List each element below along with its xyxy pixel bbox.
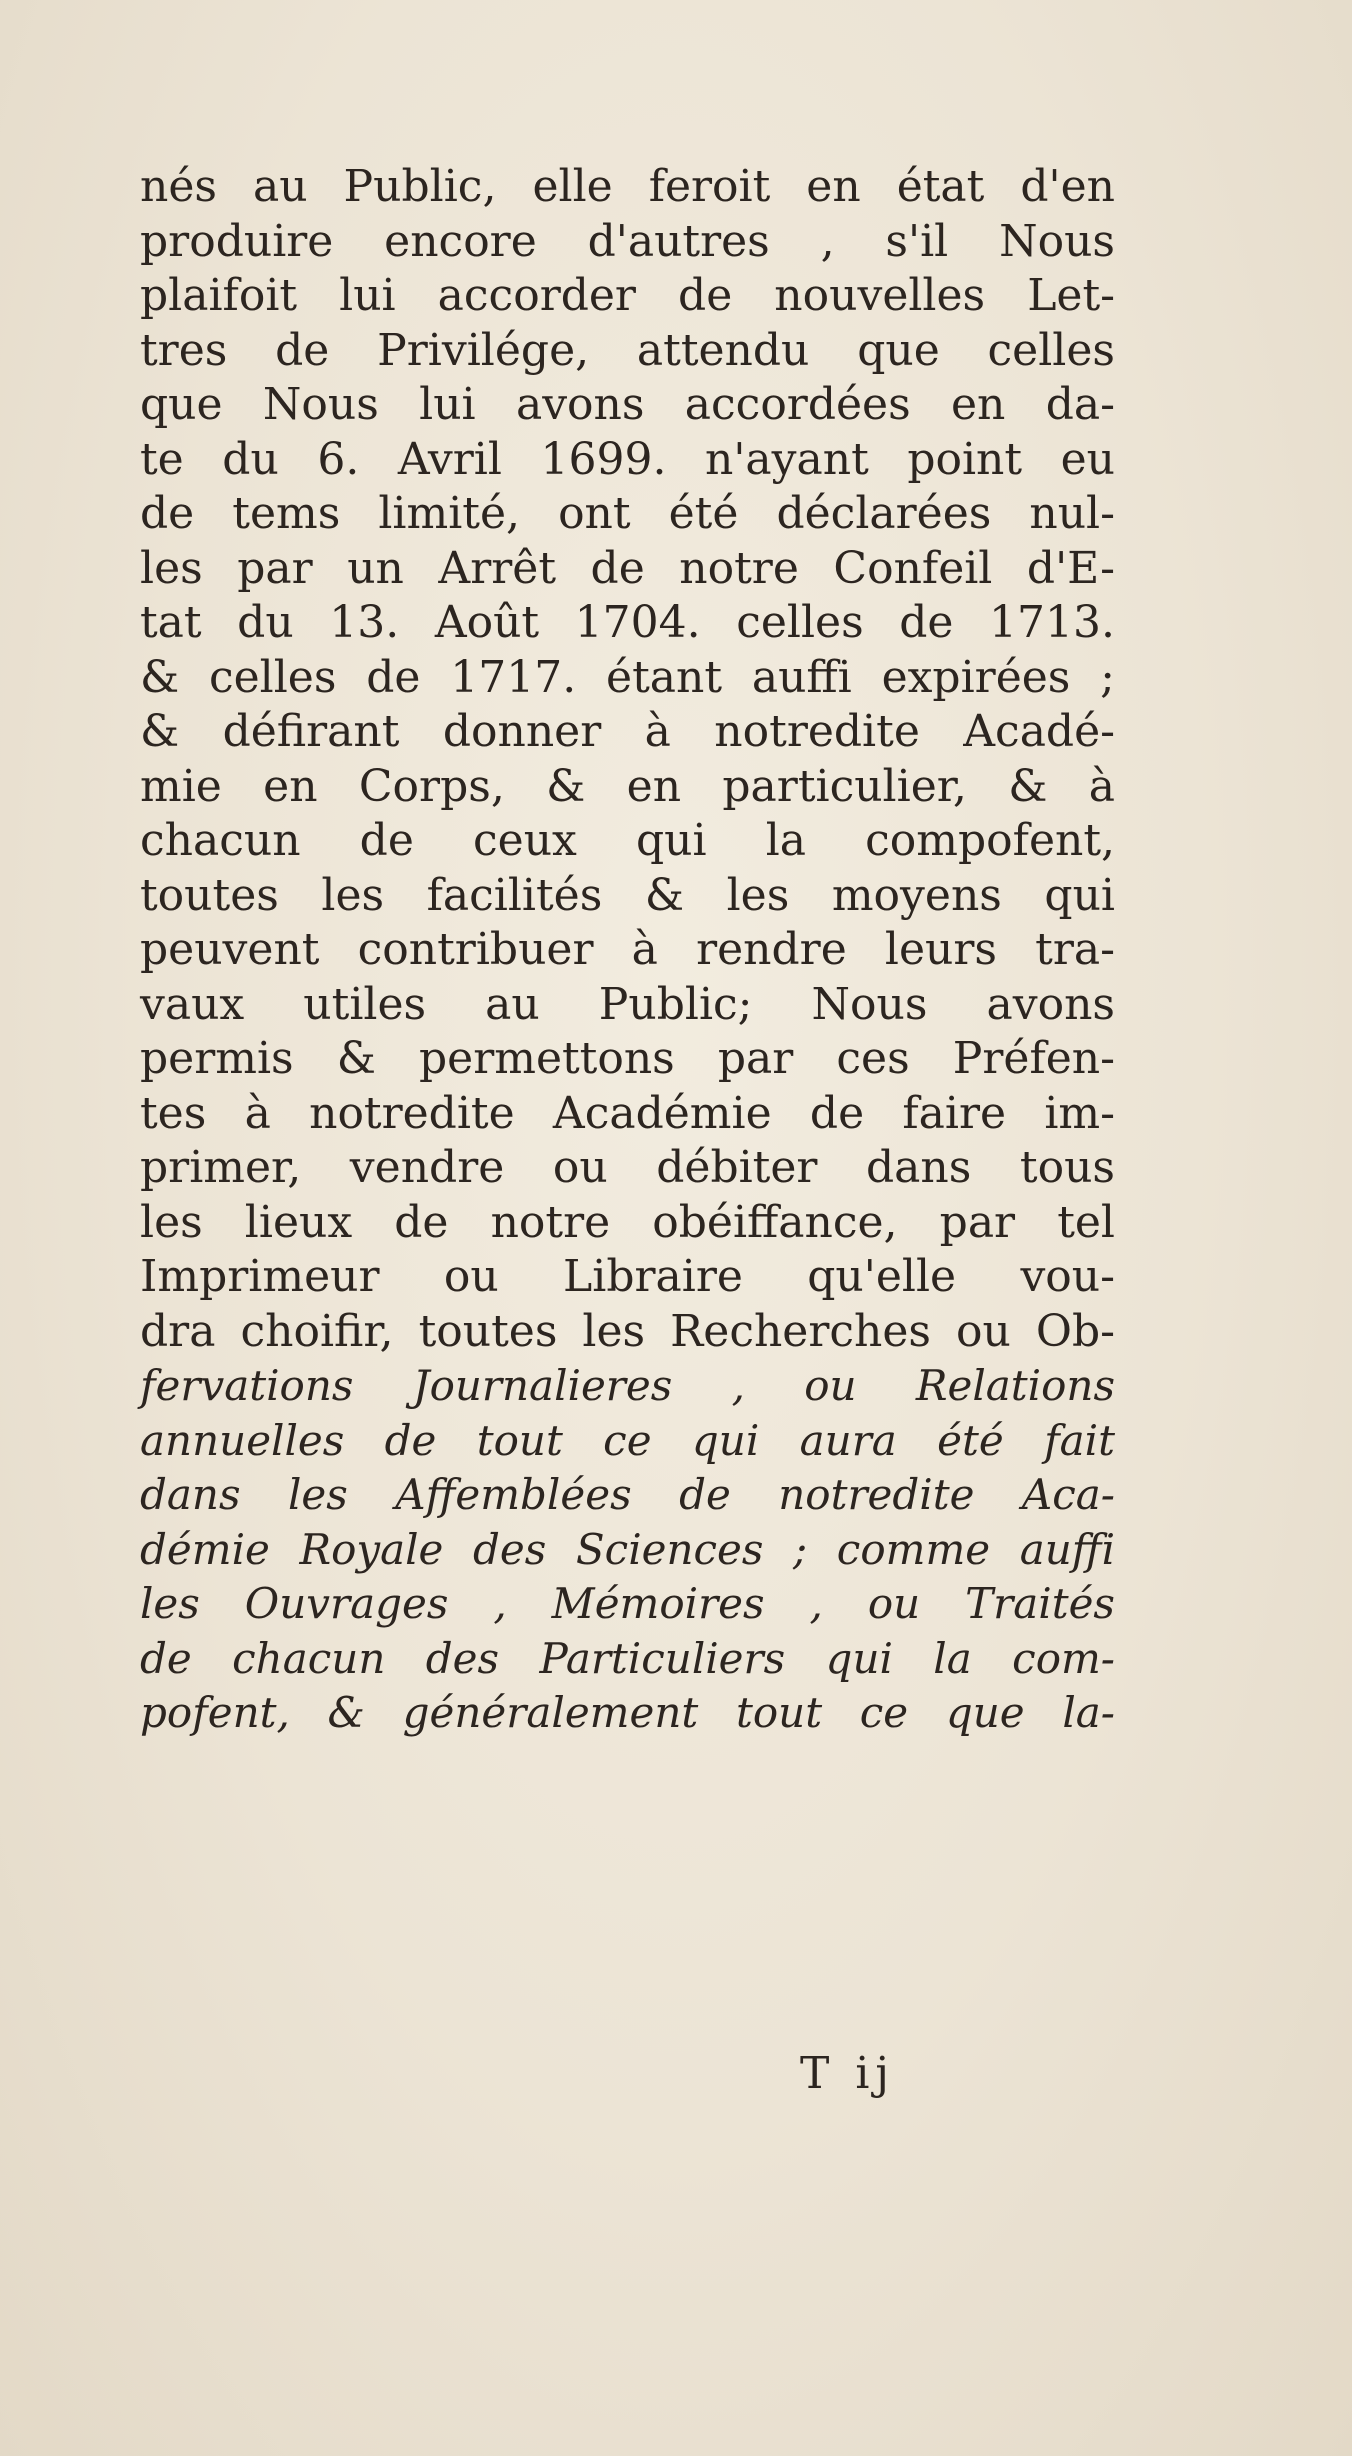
text-line-23: fervations Journalieres , ou Relations: [140, 1361, 1115, 1410]
text-line-29: pofent, & généralement tout ce que la-: [140, 1688, 1115, 1737]
text-line-28: de chacun des Particuliers qui la com-: [140, 1633, 1115, 1683]
text-line-16: vaux utiles au Public; Nous avons: [140, 978, 1115, 1030]
text-line-27: les Ouvrages , Mémoires , ou Traités: [140, 1579, 1115, 1628]
text-line-1: nés au Public, elle feroit en état d'en: [140, 161, 1115, 212]
text-line-9: tat du 13. Août 1704. celles de 1713.: [140, 597, 1115, 648]
text-line-2: produire encore d'autres , s'il Nous: [140, 215, 1115, 267]
text-line-6: te du 6. Avril 1699. n'ayant point eu: [140, 433, 1115, 485]
signature-mark: T ij: [800, 2048, 896, 2099]
text-line-13: chacun de ceux qui la compofent,: [140, 815, 1115, 866]
text-line-12: mie en Corps, & en particulier, & à: [140, 760, 1115, 812]
body-text: [140, 160, 1115, 1741]
text-line-15: peuvent contribuer à rendre leurs tra-: [140, 924, 1115, 975]
text-line-19: primer, vendre ou débiter dans tous: [140, 1142, 1115, 1193]
text-line-20: les lieux de notre obéiffance, par tel: [140, 1196, 1115, 1248]
text-line-14: toutes les facilités & les moyens qui: [140, 869, 1115, 921]
text-line-5: que Nous lui avons accordées en da-: [140, 379, 1115, 430]
text-line-24: annuelles de tout ce qui aura été fait: [140, 1415, 1115, 1465]
text-line-10: & celles de 1717. étant auffi expirées ;: [140, 651, 1115, 703]
text-line-3: plaifoit lui accorder de nouvelles Let-: [140, 270, 1115, 321]
text-line-18: tes à notredite Académie de faire im-: [140, 1087, 1115, 1139]
text-line-26: démie Royale des Sciences ; comme auffi: [140, 1524, 1115, 1574]
text-line-21: Imprimeur ou Libraire qu'elle vou-: [140, 1251, 1115, 1302]
text-line-4: tres de Privilége, attendu que celles: [140, 324, 1115, 376]
text-line-22: dra choifir, toutes les Recherches ou Ob-: [140, 1305, 1115, 1357]
text-line-8: les par un Arrêt de notre Confeil d'E-: [140, 542, 1115, 594]
text-line-11: & défirant donner à notredite Acadé-: [140, 706, 1115, 757]
text-line-7: de tems limité, ont été déclarées nul-: [140, 488, 1115, 539]
text-line-25: dans les Affemblées de notredite Aca-: [140, 1470, 1115, 1519]
text-line-17: permis & permettons par ces Préfen-: [140, 1033, 1115, 1084]
